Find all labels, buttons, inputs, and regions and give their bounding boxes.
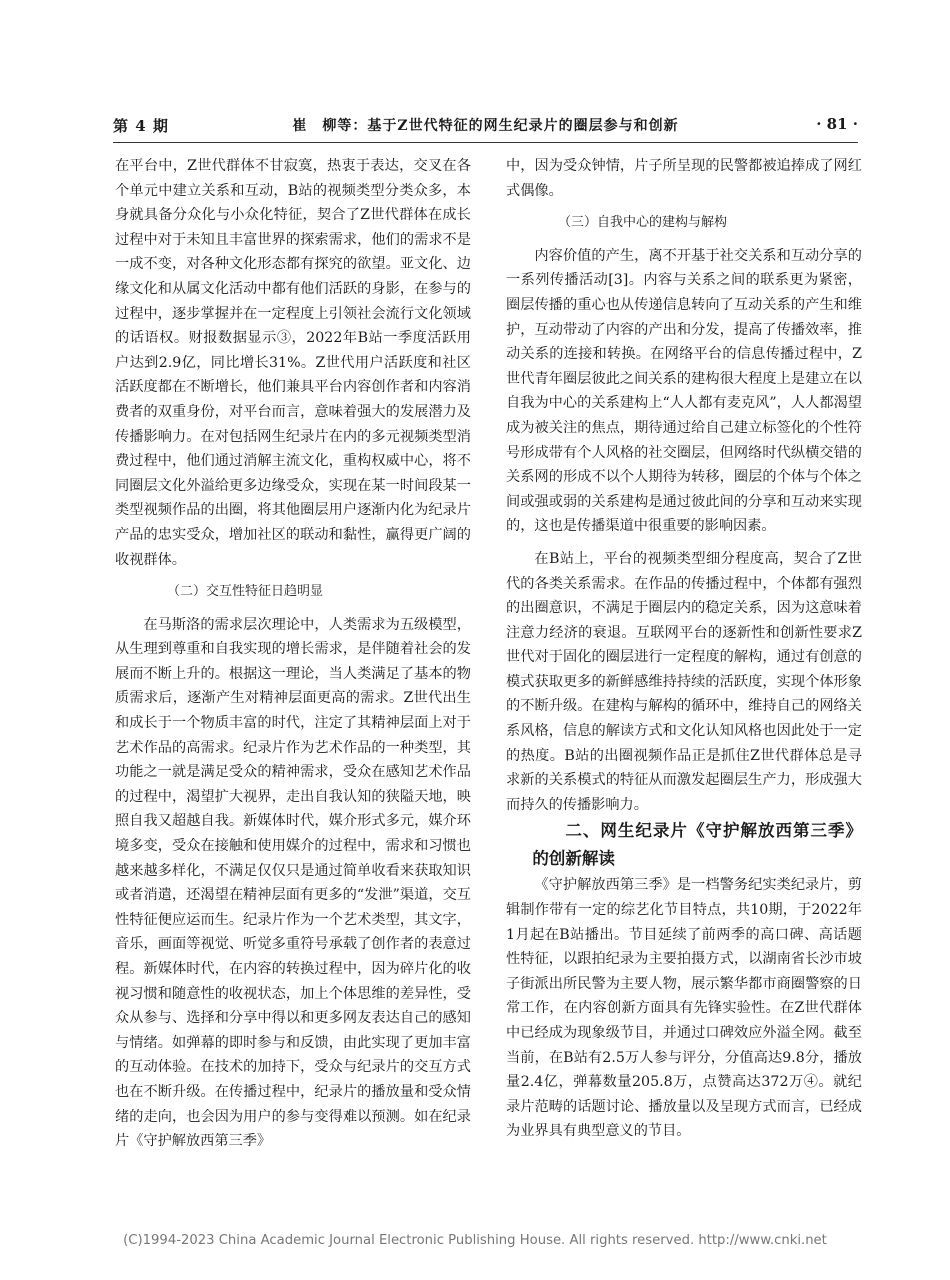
section-heading: 二、网生纪录片《守护解放西第三季》的创新解读 (532, 821, 862, 869)
paragraph: 中，因为受众钟情，片子所呈现的民警都被追捧成了网红式偶像。 (506, 158, 862, 199)
paragraph: 在B站上，平台的视频类型细分程度高，契合了Z世代的各类关系需求。在作品的传播过程中，个体都有强烈的出圈意识，不满足于圈层内的稳定关系，因为这意味着注意力经济的衰退。互联网平台的逐新性和创新性要求Z世代对于固化的圈层进行一定程度的解构，通过有创意的模式获取更多的新鲜感维持持续的活跃度，实现个体形象的不断升级。在建构与解构的循环中，维持自己的网络关系风格，信息的解读方式和文化认知风格也因此处于一定的热度。B站的出圈视频作品正是抓住Z世代群体总是寻求新的关系模式的特征从而激发起圈层生产力，形成强大而持久的传播影响力。 (506, 550, 862, 813)
page-number: · 81 · (816, 115, 858, 133)
copyright-footer: (C)1994-2023 China Academic Journal Electronic Publishing House. All rights reserved. http://www.cnki.net (123, 1233, 827, 1248)
subsection-heading: （二）交互性特征日趋明显 (167, 584, 324, 600)
issue-number: 第 4 期 (113, 117, 169, 135)
left-column (115, 154, 471, 1154)
running-title: 崔 柳等：基于Z世代特征的网生纪录片的圈层参与和创新 (292, 118, 679, 134)
paragraph: 内容价值的产生，离不开基于社交关系和互动分享的一系列传播活动[3]。内容与关系之间的联系更为紧密，圈层传播的重心也从传递信息转向了互动关系的产生和维护，互动带动了内容的产出和分发，提高了传播效率，推动关系的连接和转换。在网络平台的信息传播过程中，Z世代青年圈层彼此之间关系的建构很大程度上是建立在以自我为中心的关系建构上“人人都有麦克风”，人人都渴望成为被关注的焦点，期待通过给自己建立标签化的个性符号形成带有个人风格的社交圈层，但网络时代纵横交错的关系网的形成不以个人期待为转移，圈层的个体与个体之间或强或弱的关系建构是通过彼此间的分享和互动来实现的，这也是传播渠道中很重要的影响因素。 (506, 247, 862, 535)
paragraph: 在马斯洛的需求层次理论中，人类需求为五级模型，从生理到尊重和自我实现的增长需求，是伴随着社会的发展而不断上升的。根据这一理论，当人类满足了基本的物质需求后，逐渐产生对精神层面更高的需求。Z世代出生和成长于一个物质丰富的时代，注定了其精神层面上对于艺术作品的高需求。纪录片作为艺术作品的一种类型，其功能之一就是满足受众的精神需求，受众在感知艺术作品的过程中，渴望扩大视界，走出自我认知的狭隘天地，映照自我又超越自我。新媒体时代，媒介形式多元，媒介环境多变，受众在接触和使用媒介的过程中，需求和习惯也越来越多样化，不满足仅仅只是通过简单收看来获取知识或者消遣，还渴望在精神层面有更多的“发泄”渠道，交互性特征便应运而生。纪录片作为一个艺术类型，其文字，音乐，画面等视觉、听觉多重符号承载了创作者的表意过程。新媒体时代，在内容的转换过程中，因为碎片化的收视习惯和随意性的收视状态，加上个体思维的差异性，受众从参与、选择和分享中得以和更多网友表达自己的感知与情绪。如弹幕的即时参与和反馈，由此实现了更加丰富的互动体验。在技术的加持下，受众与纪录片的交互方式也在不断升级。在传播过程中，纪录片的播放量和受众情绪的走向，也会因为用户的参与变得难以预测。如在纪录片《守护解放西第三季》 (115, 616, 471, 1150)
header-rule (113, 142, 858, 143)
subsection-heading: （三）自我中心的建构与解构 (558, 215, 728, 231)
paragraph: 在平台中，Z世代群体不甘寂寞，热衷于表达，交叉在各个单元中建立关系和互动，B站的视频类型分类众多，本身就具备分众化与小众化特征，契合了Z世代群体在成长过程中对于未知且丰富世界的探索需求，他们的需求不是一成不变，对各种文化形态都有探究的欲望。亚文化、边缘文化和从属文化活动中都有他们活跃的身影，在参与的过程中，逐步掌握并在一定程度上引领社会流行文化领域的话语权。财报数据显示③，2022年B站一季度活跃用户达到2.9亿，同比增长31%。Z世代用户活跃度和社区活跃度都在不断增长，他们兼具平台内容创作者和内容消费者的双重身份，对平台而言，意味着强大的发展潜力及传播影响力。在对包括网生纪录片在内的多元视频类型消费过程中，他们通过消解主流文化，重构权威中心，将不同圈层文化外溢给更多边缘受众，实现在某一时间段某一类型视频作品的出圈，将其他圈层用户逐渐内化为纪录片产品的忠实受众，增加社区的联动和黏性，赢得更广阔的收视群体。 (115, 158, 471, 568)
right-column (506, 154, 862, 1144)
running-header (113, 115, 858, 135)
paragraph: 《守护解放西第三季》是一档警务纪实类纪录片，剪辑制作带有一定的综艺化节目特点，共10期，于2022年1月起在B站播出。节目延续了前两季的高口碑、高话题性特征，以跟拍纪录为主要拍摄方式，以湖南省长沙市坡子街派出所民警为主要人物，展示繁华都市商圈警察的日常工作，在内容创新方面具有先锋实验性。在Z世代群体中已经成为现象级节目，并通过口碑效应外溢全网。截至当前，在B站有2.5万人参与评分，分值高达9.8分，播放量2.4亿，弹幕数量205.8万，点赞高达372万④。就纪录片范畴的话题讨论、播放量以及呈现方式而言，已经成为业界具有典型意义的节目。 (506, 877, 862, 1140)
